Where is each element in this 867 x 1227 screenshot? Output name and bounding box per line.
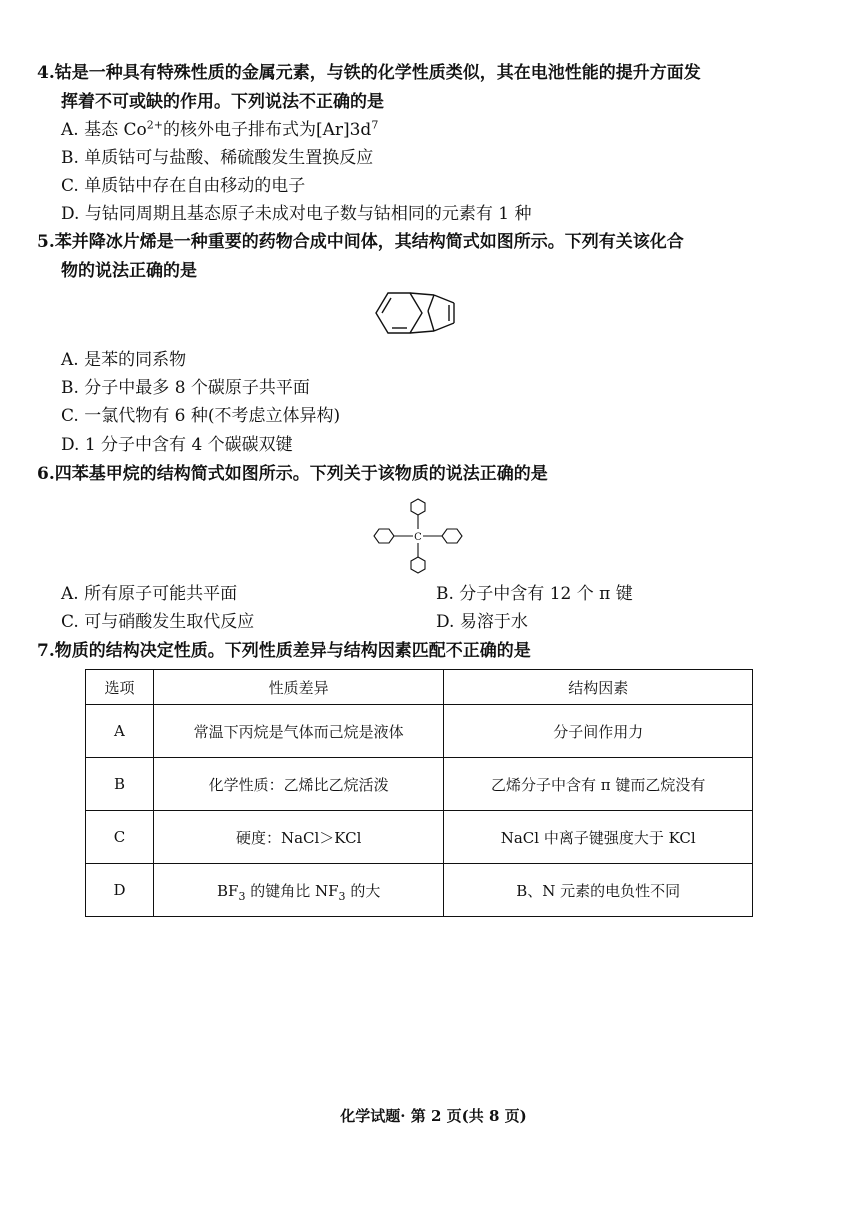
- table-header-row: [86, 670, 753, 705]
- q5-option-c: C. 一氯代物有 6 种(不考虑立体异构): [61, 406, 341, 426]
- q4-option-b: B. 单质钴可与盐酸、稀硫酸发生置换反应: [61, 148, 374, 168]
- q5-option-a: A. 是苯的同系物: [61, 350, 187, 370]
- row-factor: 分子间作用力: [444, 705, 753, 758]
- table-row: [86, 811, 753, 864]
- q7-stem: 7.物质的结构决定性质。下列性质差异与结构因素匹配不正确的是: [37, 641, 531, 661]
- q6-option-c: C. 可与硝酸发生取代反应: [61, 612, 255, 632]
- row-property: 常温下丙烷是气体而己烷是液体: [153, 705, 444, 758]
- q4-option-a: A. 基态 $Co^{2+}$的核外电子排布式为$[Ar]3d^7$: [61, 118, 379, 140]
- q4-option-d: D. 与钴同周期且基态原子未成对电子数与钴相同的元素有 1 种: [61, 204, 532, 224]
- q6-option-b: B. 分子中含有 12 个 π 键: [436, 584, 633, 604]
- header-option: 选项: [86, 670, 154, 705]
- benzonorbornene-structure: [370, 283, 470, 343]
- header-factor: 结构因素: [444, 670, 753, 705]
- q6-stem: 6.四苯基甲烷的结构简式如图所示。下列关于该物质的说法正确的是: [37, 464, 548, 484]
- q5-stem-line1: 5.苯并降冰片烯是一种重要的药物合成中间体，其结构简式如图所示。下列有关该化合: [37, 232, 684, 252]
- row-option: A: [86, 705, 154, 758]
- center-carbon-label: C: [414, 532, 422, 543]
- table-row: [86, 864, 753, 917]
- page-footer: 化学试题· 第 2 页(共 8 页): [340, 1107, 527, 1125]
- q6-option-a: A. 所有原子可能共平面: [61, 584, 238, 604]
- q5-option-b: B. 分子中最多 8 个碳原子共平面: [61, 378, 310, 398]
- q4-stem-line1: 4.钴是一种具有特殊性质的金属元素，与铁的化学性质类似，其在电池性能的提升方面发: [37, 63, 701, 83]
- row-property: 硬度：NaCl＞KCl: [153, 811, 444, 864]
- header-property: 性质差异: [153, 670, 444, 705]
- row-option: D: [86, 864, 154, 917]
- q4-option-c: C. 单质钴中存在自由移动的电子: [61, 176, 306, 196]
- q6-option-d: D. 易溶于水: [436, 612, 528, 632]
- row-factor: NaCl 中离子键强度大于 KCl: [444, 811, 753, 864]
- q4-stem-line2: 挥着不可或缺的作用。下列说法不正确的是: [61, 92, 384, 112]
- q7-table: [85, 669, 753, 917]
- row-property: $BF_3$ 的键角比 $NF_3$ 的大: [153, 864, 444, 917]
- row-option: C: [86, 811, 154, 864]
- row-factor: B、N 元素的电负性不同: [444, 864, 753, 917]
- q5-stem-line2: 物的说法正确的是: [61, 261, 197, 281]
- row-option: B: [86, 758, 154, 811]
- table-row: [86, 758, 753, 811]
- row-factor: 乙烯分子中含有 π 键而乙烷没有: [444, 758, 753, 811]
- table-row: [86, 705, 753, 758]
- row-property: 化学性质：乙烯比乙烷活泼: [153, 758, 444, 811]
- tetraphenylmethane-structure: [370, 495, 466, 577]
- q5-option-d: D. 1 分子中含有 4 个碳碳双键: [61, 435, 293, 455]
